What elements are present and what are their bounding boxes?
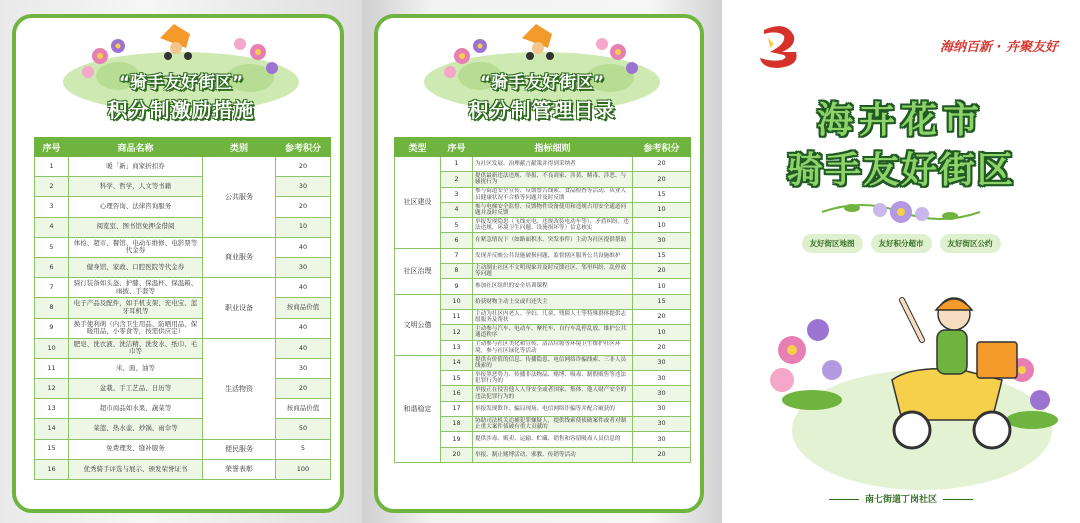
item-name: 优秀骑手评选与展示、颁发荣誉证书 [69, 459, 203, 479]
indicator-points: 30 [633, 355, 691, 370]
party-logo-icon [756, 22, 802, 70]
indicator-points: 10 [633, 325, 691, 340]
item-name: 超市商品如水果、蔬菜等 [69, 399, 203, 419]
indicator-detail: 在紧急情况下（如路面积水、突发事件）主动为社区提供帮助 [473, 233, 633, 248]
row-number: 2 [441, 172, 473, 187]
item-points: 40 [276, 318, 331, 338]
item-points: 40 [276, 338, 331, 358]
pill-street-convention[interactable]: 友好街区公约 [940, 234, 1001, 253]
management-header [362, 16, 722, 120]
item-points: 40 [276, 278, 331, 298]
indicator-detail: 举报正在侵害他人人身安全或者国家、集体、他人财产安全的违法犯罪行为的 [473, 386, 633, 401]
col-header-no: 序号 [441, 138, 473, 157]
indicator-detail: 参加社区组织的安全培训课程 [473, 279, 633, 294]
indicator-points: 10 [633, 279, 691, 294]
indicator-points: 10 [633, 218, 691, 233]
table-row [35, 318, 331, 338]
community-name: 南七街道丁岗社区 [864, 495, 937, 505]
item-points: 按商品价值 [276, 298, 331, 318]
item-name: 米、面、油等 [69, 358, 203, 378]
col-header-type: 类型 [395, 138, 441, 157]
item-points: 10 [276, 217, 331, 237]
item-category: 生活物资 [203, 338, 276, 439]
row-number: 3 [441, 187, 473, 202]
col-header-detail: 指标细则 [473, 138, 633, 157]
col-header-points: 参考积分 [276, 138, 331, 157]
item-name: 体检、超市、餐馆、电动车维修、电影票等代金券 [69, 237, 203, 257]
row-number: 2 [35, 177, 69, 197]
row-number: 14 [441, 355, 473, 370]
row-number: 1 [35, 157, 69, 177]
table-row [35, 237, 331, 257]
col-header-no: 序号 [35, 138, 69, 157]
indicator-detail: 拾获财物主动上交或归还失主 [473, 294, 633, 309]
management-table [394, 137, 691, 463]
table-row [35, 459, 331, 479]
indicator-points: 30 [633, 417, 691, 432]
row-number: 6 [441, 233, 473, 248]
incentive-table [34, 137, 331, 480]
indicator-detail: 参与街道安全宣传、反馈警告线索、食品检查等活动、从业人员健康状况不合格等问题并及时反馈 [473, 187, 633, 202]
item-name: 暖「新」商家折扣券 [69, 157, 203, 177]
item-name: 肥皂、洗衣液、洗洁精、洗发水、纸巾、毛巾等 [69, 338, 203, 358]
indicator-points: 20 [633, 340, 691, 355]
item-points: 30 [276, 358, 331, 378]
item-category: 荣誉表彰 [203, 459, 276, 479]
row-number: 12 [35, 379, 69, 399]
indicator-points: 15 [633, 294, 691, 309]
rider-illustration [722, 270, 1080, 500]
table-row [35, 298, 331, 318]
indicator-type: 文明公德 [395, 294, 441, 355]
indicator-detail: 举报、制止赌博活动、邪教、传销等活动 [473, 447, 633, 462]
management-title-line1: “骑手友好街区” [479, 73, 605, 93]
indicator-detail: 提供最新违法违规、举报、不良商家、涉黄、赌毒、涉恶、与骚扰行为 [473, 172, 633, 187]
row-number: 12 [441, 325, 473, 340]
row-number: 17 [441, 401, 473, 416]
indicator-points: 20 [633, 309, 691, 324]
row-number: 11 [35, 358, 69, 378]
indicator-detail: 举报发现欺诈、骗局现场、电信网络诈骗等并配合破获的 [473, 401, 633, 416]
row-number: 3 [35, 197, 69, 217]
management-panel [362, 0, 722, 523]
indicator-detail: 主动参与社区美化和宣传、清洁垃圾等环境卫生维护社区环境，参与社区绿化等活动 [473, 340, 633, 355]
incentive-panel [0, 0, 362, 523]
cover-slogan: 海纳百新 · 卉聚友好 [940, 40, 1058, 55]
row-number: 18 [441, 417, 473, 432]
pill-street-map[interactable]: 友好街区地图 [802, 234, 863, 253]
floral-divider-graphic [722, 192, 1080, 232]
col-header-category: 类别 [203, 138, 276, 157]
indicator-detail: 举报黑恶势力、传播非法物品、赌博、吸毒、制假贩售等违法犯罪行为的 [473, 371, 633, 386]
row-number: 14 [35, 419, 69, 439]
indicator-detail: 提供涉毒、贩卖、运输、贮藏、销售和容留吸毒人员信息的 [473, 432, 633, 447]
item-category: 便民服务 [203, 439, 276, 459]
item-points: 按商品价值 [276, 399, 331, 419]
table-row [35, 399, 331, 419]
cover-title-line2: 骑手友好街区 [786, 150, 1015, 191]
item-category: 商业服务 [203, 237, 276, 277]
indicator-points: 20 [633, 172, 691, 187]
row-number: 1 [441, 157, 473, 172]
row-number: 4 [441, 202, 473, 217]
item-points: 30 [276, 177, 331, 197]
item-category: 职业设备 [203, 278, 276, 339]
row-number: 5 [35, 237, 69, 257]
indicator-type: 和谐稳定 [395, 355, 441, 462]
table-row [395, 157, 691, 172]
cover-footer [722, 492, 1080, 505]
incentive-title-line2: 积分制激励措施 [107, 98, 255, 122]
item-points: 20 [276, 197, 331, 217]
cover-title-line1: 海卉花市 [816, 100, 985, 141]
table-row [35, 257, 331, 277]
row-number: 15 [35, 439, 69, 459]
indicator-detail: 主动为社区内老人、孕妇、儿童、残障人士等特殊群体提供志愿服务及帮扶 [473, 309, 633, 324]
row-number: 10 [441, 294, 473, 309]
item-name: 心理咨询、法律咨询服务 [69, 197, 203, 217]
table-row [35, 157, 331, 177]
item-name: 免费理发、缝补服务 [69, 439, 203, 459]
indicator-points: 30 [633, 371, 691, 386]
pill-points-market[interactable]: 友好积分超市 [871, 234, 932, 253]
item-category: 公共服务 [203, 157, 276, 238]
indicator-points: 10 [633, 202, 691, 217]
indicator-points: 30 [633, 233, 691, 248]
indicator-type: 社区建设 [395, 157, 441, 249]
item-points: 50 [276, 419, 331, 439]
row-number: 20 [441, 447, 473, 462]
row-number: 5 [441, 218, 473, 233]
indicator-detail: 举报发现隐患（飞线充电、违规改装电动车等）、矛盾纠纷、违法违规、环境卫生问题、设施损坏等）信息核实 [473, 218, 633, 233]
row-number: 4 [35, 217, 69, 237]
table-row [35, 338, 331, 358]
table-row [35, 358, 331, 378]
row-number: 8 [441, 264, 473, 279]
col-header-points: 参考积分 [633, 138, 691, 157]
table-row [35, 379, 331, 399]
indicator-points: 30 [633, 432, 691, 447]
cover-links [722, 234, 1080, 253]
item-name: 盆栽、手工艺品、日历等 [69, 379, 203, 399]
table-row [35, 197, 331, 217]
management-title-line2: 积分制管理目录 [468, 98, 616, 122]
indicator-points: 15 [633, 187, 691, 202]
indicator-detail: 主动制止社区不文明现象并及时反馈社区、邻里纠纷、乱停放等问题 [473, 264, 633, 279]
item-points: 100 [276, 459, 331, 479]
table-row [395, 355, 691, 370]
row-number: 11 [441, 309, 473, 324]
indicator-detail: 发现并反映公共设施破损问题、监督辖区服务公共设施维护 [473, 248, 633, 263]
row-number: 7 [35, 278, 69, 298]
indicator-detail: 提供有价值的信息、传播隐患、电信网络诈骗线索、三非人员线索的 [473, 355, 633, 370]
table-row [35, 439, 331, 459]
table-row [35, 217, 331, 237]
item-name: 菜篮、热水壶、炒锅、雨伞等 [69, 419, 203, 439]
cover-panel [722, 0, 1080, 523]
table-row [35, 278, 331, 298]
row-number: 19 [441, 432, 473, 447]
table-row [35, 177, 331, 197]
row-number: 10 [35, 338, 69, 358]
row-number: 8 [35, 298, 69, 318]
row-number: 13 [441, 340, 473, 355]
item-name: 骑行装备如头盔、护膝、保温杯、保温箱、雨披、手套等 [69, 278, 203, 298]
indicator-points: 30 [633, 401, 691, 416]
row-number: 7 [441, 248, 473, 263]
indicator-points: 20 [633, 264, 691, 279]
indicator-type: 社区治理 [395, 248, 441, 294]
row-number: 9 [441, 279, 473, 294]
row-number: 16 [441, 386, 473, 401]
row-number: 16 [35, 459, 69, 479]
item-name: 健身馆、家政、口腔医院等代金券 [69, 257, 203, 277]
indicator-detail: 为社区发展、治理献言献策并得到采纳者 [473, 157, 633, 172]
row-number: 9 [35, 318, 69, 338]
incentive-header [0, 16, 362, 120]
indicator-detail: 主动参与汽车、电动车、摩托车、自行车乱停乱放、维护公共通道秩序 [473, 325, 633, 340]
table-row [395, 248, 691, 263]
table-row [35, 419, 331, 439]
table-row [395, 294, 691, 309]
row-number: 13 [35, 399, 69, 419]
row-number: 6 [35, 257, 69, 277]
col-header-name: 商品名称 [69, 138, 203, 157]
item-name: 科学、哲学、人文等书籍 [69, 177, 203, 197]
item-name: 换手使利萌（内含卫生用品、防晒用品、保暖用品、小零食等，按需供应定） [69, 318, 203, 338]
item-points: 20 [276, 379, 331, 399]
indicator-points: 15 [633, 248, 691, 263]
item-points: 40 [276, 237, 331, 257]
item-points: 20 [276, 157, 331, 177]
indicator-points: 30 [633, 386, 691, 401]
indicator-points: 20 [633, 157, 691, 172]
indicator-detail: 参与电梯安全监督、反馈物件设备使用和违规占用安全通道问题并及时反馈 [473, 202, 633, 217]
indicator-points: 20 [633, 447, 691, 462]
row-number: 15 [441, 371, 473, 386]
item-points: 30 [276, 257, 331, 277]
indicator-detail: 协助司法机关追捕犯罪嫌疑人，提供线索使侦破案件或者对制止重大案件侦破有重大贡献的 [473, 417, 633, 432]
incentive-title-line1: “骑手友好街区” [118, 73, 244, 93]
item-points: 5 [276, 439, 331, 459]
item-name: 阅览室、图书馆免押金借阅 [69, 217, 203, 237]
item-name: 电子产品及配件，如手机支架、充电宝、蓝牙耳机等 [69, 298, 203, 318]
